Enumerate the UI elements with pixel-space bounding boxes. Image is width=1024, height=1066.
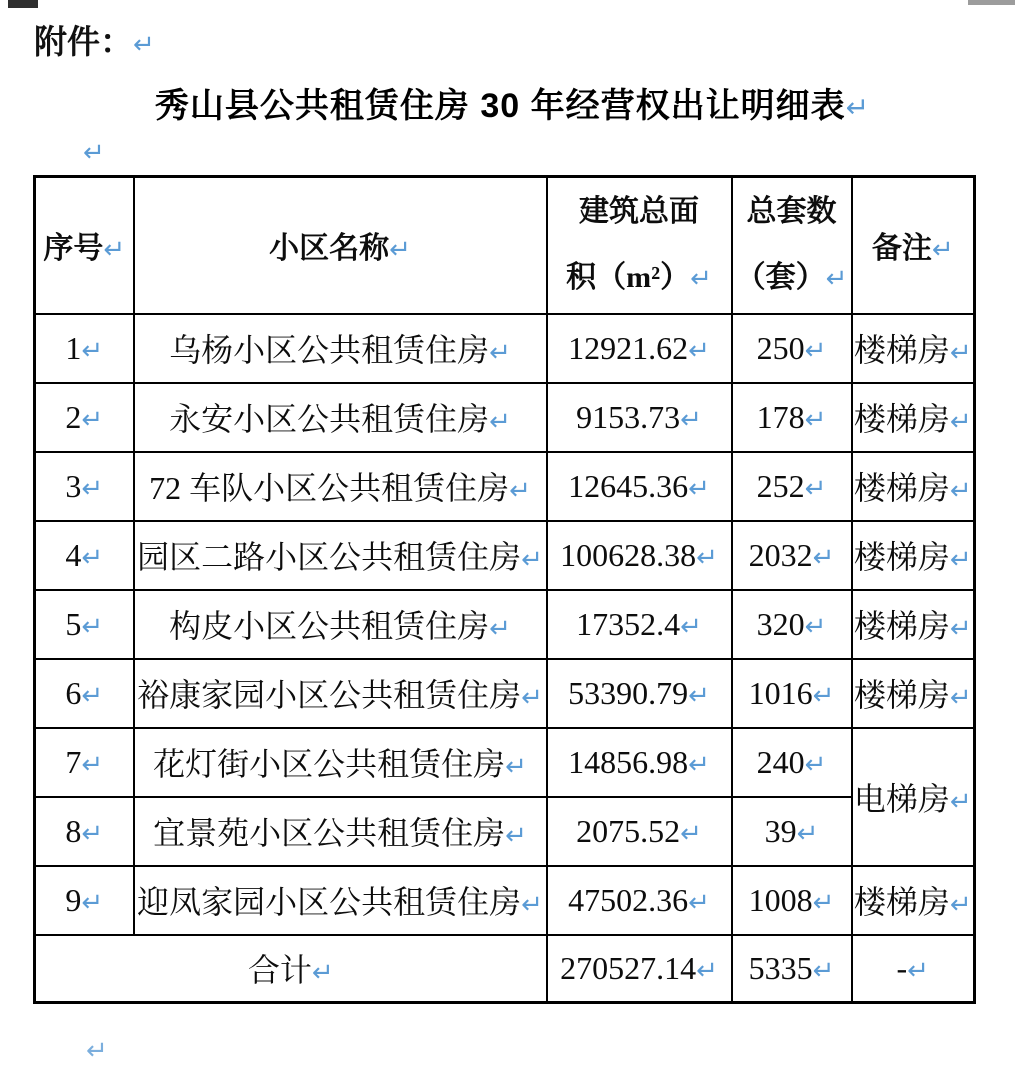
attachment-label-text: 附件：	[34, 23, 133, 60]
paragraph-return-icon: ↵	[81, 404, 104, 435]
cell-name: 构皮小区公共租赁住房↵	[134, 590, 547, 659]
cell-name: 裕康家园小区公共租赁住房↵	[134, 659, 547, 728]
paragraph-return-icon: ↵	[505, 752, 527, 782]
paragraph-return-icon: ↵	[804, 749, 827, 780]
paragraph-return-icon: ↵	[81, 749, 104, 780]
paragraph-return-icon: ↵	[931, 235, 954, 266]
total-area: 270527.14↵	[547, 935, 732, 1003]
paragraph-return-icon: ↵	[103, 235, 126, 266]
table-row	[35, 521, 975, 590]
total-remark: -↵	[852, 935, 975, 1003]
cell-units: 320↵	[732, 590, 852, 659]
cell-area: 53390.79↵	[547, 659, 732, 728]
cell-units: 252↵	[732, 452, 852, 521]
cell-units: 178↵	[732, 383, 852, 452]
cell-remark: 楼梯房↵	[852, 383, 975, 452]
cell-remark: 楼梯房↵	[852, 521, 975, 590]
paragraph-return-icon: ↵	[81, 818, 104, 849]
header-units: 总套数 （套）↵	[732, 177, 852, 314]
cell-remark: 楼梯房↵	[852, 590, 975, 659]
paragraph-return-icon: ↵	[81, 611, 104, 642]
paragraph-return-icon: ↵	[81, 680, 104, 711]
paragraph-return-icon: ↵	[133, 30, 155, 60]
paragraph-return-icon: ↵	[804, 335, 827, 366]
cell-area: 14856.98↵	[547, 728, 732, 797]
paragraph-return-icon: ↵	[696, 542, 718, 573]
page-title-text: 秀山县公共租赁住房 30 年经营权出让明细表	[154, 87, 846, 125]
cell-name: 永安小区公共租赁住房↵	[134, 383, 547, 452]
paragraph-return-icon: ↵	[505, 821, 527, 851]
cell-units: 2032↵	[732, 521, 852, 590]
paragraph-return-icon: ↵	[949, 338, 972, 368]
cell-area: 9153.73↵	[547, 383, 732, 452]
cell-name: 迎凤家园小区公共租赁住房↵	[134, 866, 547, 935]
paragraph-return-icon: ↵	[81, 542, 104, 573]
cell-units: 39↵	[732, 797, 852, 866]
cell-index: 4↵	[35, 521, 134, 590]
paragraph-return-icon: ↵	[804, 611, 827, 642]
cell-index: 5↵	[35, 590, 134, 659]
cell-name: 园区二路小区公共租赁住房↵	[134, 521, 547, 590]
header-remark: 备注↵	[852, 177, 975, 314]
paragraph-return-icon: ↵	[812, 542, 835, 573]
paragraph-return-icon: ↵	[812, 955, 835, 986]
cell-remark: 楼梯房↵	[852, 314, 975, 383]
header-row	[35, 177, 975, 314]
cell-name: 花灯街小区公共租赁住房↵	[134, 728, 547, 797]
cell-index: 3↵	[35, 452, 134, 521]
table-row	[35, 866, 975, 935]
cell-index: 8↵	[35, 797, 134, 866]
paragraph-return-icon: ↵	[86, 1036, 108, 1066]
paragraph-return-icon: ↵	[688, 749, 710, 780]
paragraph-return-icon: ↵	[521, 545, 543, 575]
cell-area: 17352.4↵	[547, 590, 732, 659]
cell-area: 47502.36↵	[547, 866, 732, 935]
header-index: 序号↵	[35, 177, 134, 314]
paragraph-return-icon: ↵	[680, 404, 702, 435]
table-row	[35, 314, 975, 383]
table-row	[35, 590, 975, 659]
page-title	[0, 78, 1024, 127]
paragraph-return-icon: ↵	[521, 890, 543, 920]
paragraph-return-icon: ↵	[81, 335, 104, 366]
cell-name: 宜景苑小区公共租赁住房↵	[134, 797, 547, 866]
paragraph-return-icon: ↵	[81, 473, 104, 504]
paragraph-return-icon: ↵	[311, 958, 334, 989]
paragraph-return-icon: ↵	[949, 545, 972, 575]
total-label: 合计↵	[35, 935, 547, 1003]
paragraph-return-icon: ↵	[949, 476, 972, 506]
paragraph-return-icon: ↵	[680, 818, 702, 849]
cell-units: 1008↵	[732, 866, 852, 935]
cell-index: 7↵	[35, 728, 134, 797]
cell-remark-merged: 电梯房↵	[852, 728, 975, 866]
attachment-label	[34, 16, 155, 63]
cell-units: 250↵	[732, 314, 852, 383]
cell-name: 72 车队小区公共租赁住房↵	[134, 452, 547, 521]
cell-index: 9↵	[35, 866, 134, 935]
table-row	[35, 383, 975, 452]
paragraph-return-icon: ↵	[825, 263, 848, 294]
paragraph-return-icon: ↵	[509, 476, 531, 506]
paragraph-return-icon: ↵	[521, 683, 543, 713]
table-row	[35, 659, 975, 728]
cell-area: 2075.52↵	[547, 797, 732, 866]
paragraph-return-icon: ↵	[690, 263, 712, 294]
paragraph-return-icon: ↵	[489, 407, 511, 437]
paragraph-return-icon: ↵	[949, 407, 972, 437]
paragraph-return-icon: ↵	[949, 786, 972, 817]
total-row	[35, 935, 975, 1003]
cell-area: 12645.36↵	[547, 452, 732, 521]
paragraph-return-icon: ↵	[696, 955, 718, 986]
housing-table	[33, 175, 976, 1004]
cell-index: 6↵	[35, 659, 134, 728]
page-edge-artifact-left	[8, 0, 38, 8]
paragraph-return-icon: ↵	[83, 138, 105, 168]
paragraph-return-icon: ↵	[804, 404, 827, 435]
paragraph-return-icon: ↵	[688, 335, 710, 366]
cell-area: 100628.38↵	[547, 521, 732, 590]
paragraph-return-icon: ↵	[812, 887, 835, 918]
table-row	[35, 797, 975, 866]
paragraph-return-icon: ↵	[688, 887, 710, 918]
paragraph-return-icon: ↵	[688, 473, 710, 504]
cell-units: 1016↵	[732, 659, 852, 728]
cell-units: 240↵	[732, 728, 852, 797]
paragraph-return-icon: ↵	[680, 611, 702, 642]
paragraph-return-icon: ↵	[796, 818, 819, 849]
paragraph-return-icon: ↵	[81, 887, 104, 918]
paragraph-return-icon: ↵	[489, 338, 511, 368]
paragraph-return-icon: ↵	[804, 473, 827, 504]
paragraph-return-icon: ↵	[907, 955, 929, 986]
cell-index: 2↵	[35, 383, 134, 452]
paragraph-return-icon: ↵	[389, 235, 411, 266]
paragraph-return-icon: ↵	[845, 91, 870, 124]
paragraph-return-icon: ↵	[688, 680, 710, 711]
cell-remark: 楼梯房↵	[852, 452, 975, 521]
cell-remark: 楼梯房↵	[852, 659, 975, 728]
paragraph-return-icon: ↵	[949, 683, 972, 713]
paragraph-return-icon: ↵	[489, 614, 511, 644]
table-row	[35, 728, 975, 797]
total-units: 5335↵	[732, 935, 852, 1003]
header-area: 建筑总面 积（m²）↵	[547, 177, 732, 314]
paragraph-return-icon: ↵	[812, 680, 835, 711]
cell-name: 乌杨小区公共租赁住房↵	[134, 314, 547, 383]
page-edge-artifact-right	[968, 0, 1015, 5]
table-row	[35, 452, 975, 521]
cell-area: 12921.62↵	[547, 314, 732, 383]
header-name: 小区名称↵	[134, 177, 547, 314]
cell-index: 1↵	[35, 314, 134, 383]
paragraph-return-icon: ↵	[949, 890, 972, 920]
cell-remark: 楼梯房↵	[852, 866, 975, 935]
paragraph-return-icon: ↵	[949, 614, 972, 644]
